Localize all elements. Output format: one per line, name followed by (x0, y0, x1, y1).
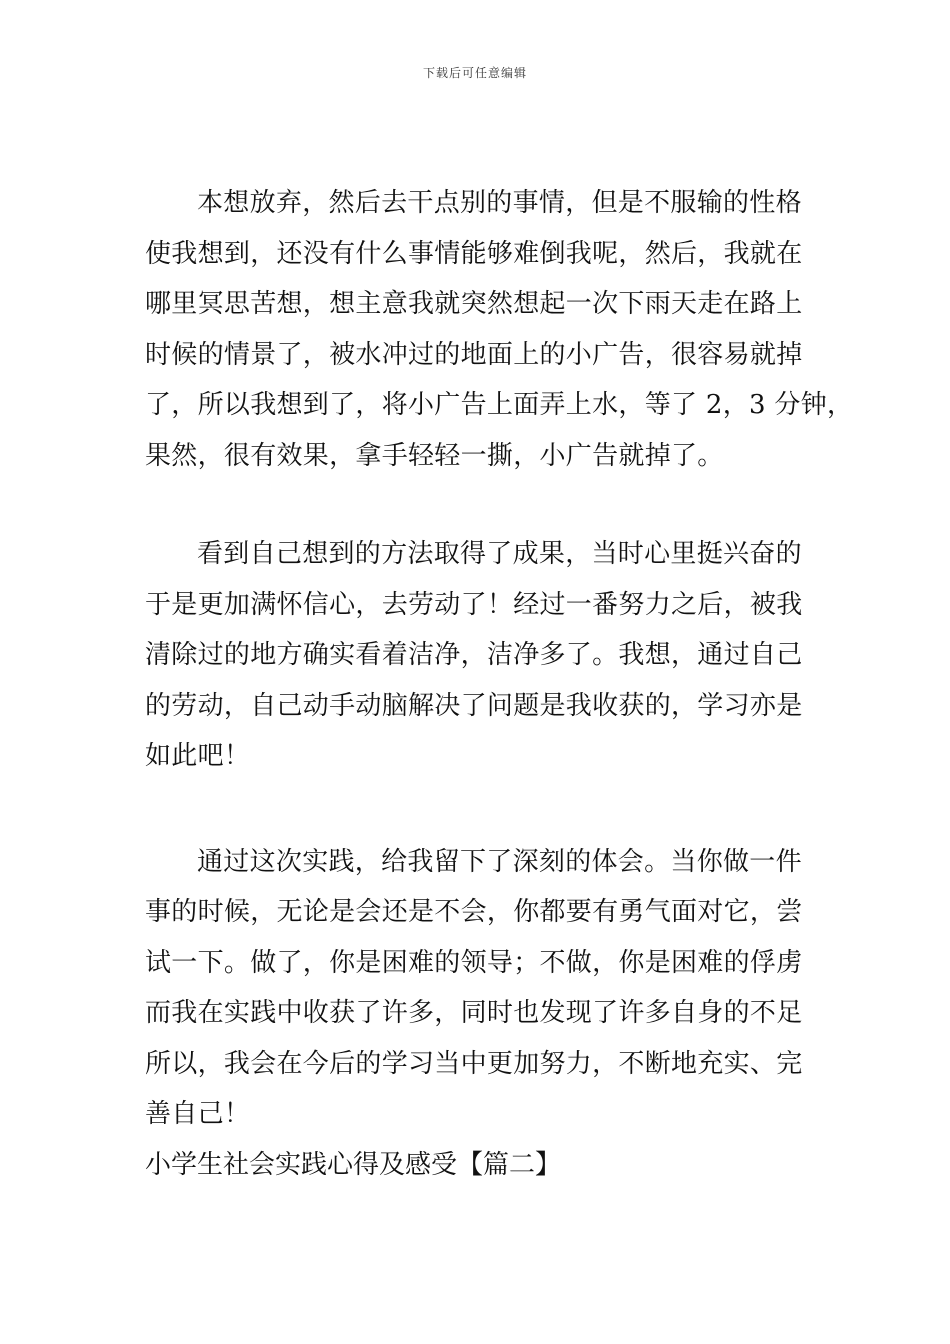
paragraph-gap (145, 481, 810, 529)
paragraph-line: 的劳动，自己动手动脑解决了问题是我收获的，学习亦是 (145, 690, 803, 721)
paragraph-line: 而我在实践中收获了许多，同时也发现了许多自身的不足 (145, 998, 803, 1028)
paragraph-line: 果然，很有效果，拿手轻轻一撕，小广告就掉了。 (145, 440, 724, 471)
paragraph-line: 哪里冥思苦想，想主意我就突然想起一次下雨天走在路上 (145, 289, 803, 319)
header-note: 下载后可任意编辑 (422, 66, 527, 80)
paragraph-line: 于是更加满怀信心，去劳动了！经过一番努力之后，被我 (145, 589, 803, 620)
paragraph-1 (145, 178, 854, 481)
paragraph-line: 使我想到，还没有什么事情能够难倒我呢，然后，我就在 (145, 238, 803, 269)
paragraph-line: 试一下。做了，你是困难的领导；不做，你是困难的俘虏 (145, 947, 803, 978)
paragraph-line: 事的时候，无论是会还是不会，你都要有勇气面对它，尝 (145, 897, 803, 927)
paragraph-line: 看到自己想到的方法取得了成果，当时心里挺兴奋的 (197, 539, 802, 569)
paragraph-line: 本想放弃，然后去干点别的事情，但是不服输的性格 (197, 188, 802, 218)
document-body (145, 178, 854, 1190)
paragraph-line: 善自己！ (145, 1099, 251, 1129)
paragraph-3 (145, 837, 810, 1140)
paragraph-line: 如此吧！ (145, 741, 251, 771)
paragraph-line: 通过这次实践，给我留下了深刻的体会。当你做一件 (197, 846, 802, 877)
paragraph-line: 时候的情景了，被水冲过的地面上的小广告，很容易就掉 (145, 339, 803, 370)
paragraph-gap (145, 782, 810, 837)
paragraph-2 (145, 529, 810, 782)
section-heading: 小学生社会实践心得及感受【篇二】 (145, 1149, 562, 1180)
paragraph-line: 了，所以我想到了，将小广告上面弄上水，等了 2，3 分钟， (145, 390, 854, 420)
paragraph-line: 所以，我会在今后的学习当中更加努力，不断地充实、完 (145, 1048, 803, 1079)
paragraph-line: 清除过的地方确实看着洁净，洁净多了。我想，通过自己 (145, 640, 803, 670)
